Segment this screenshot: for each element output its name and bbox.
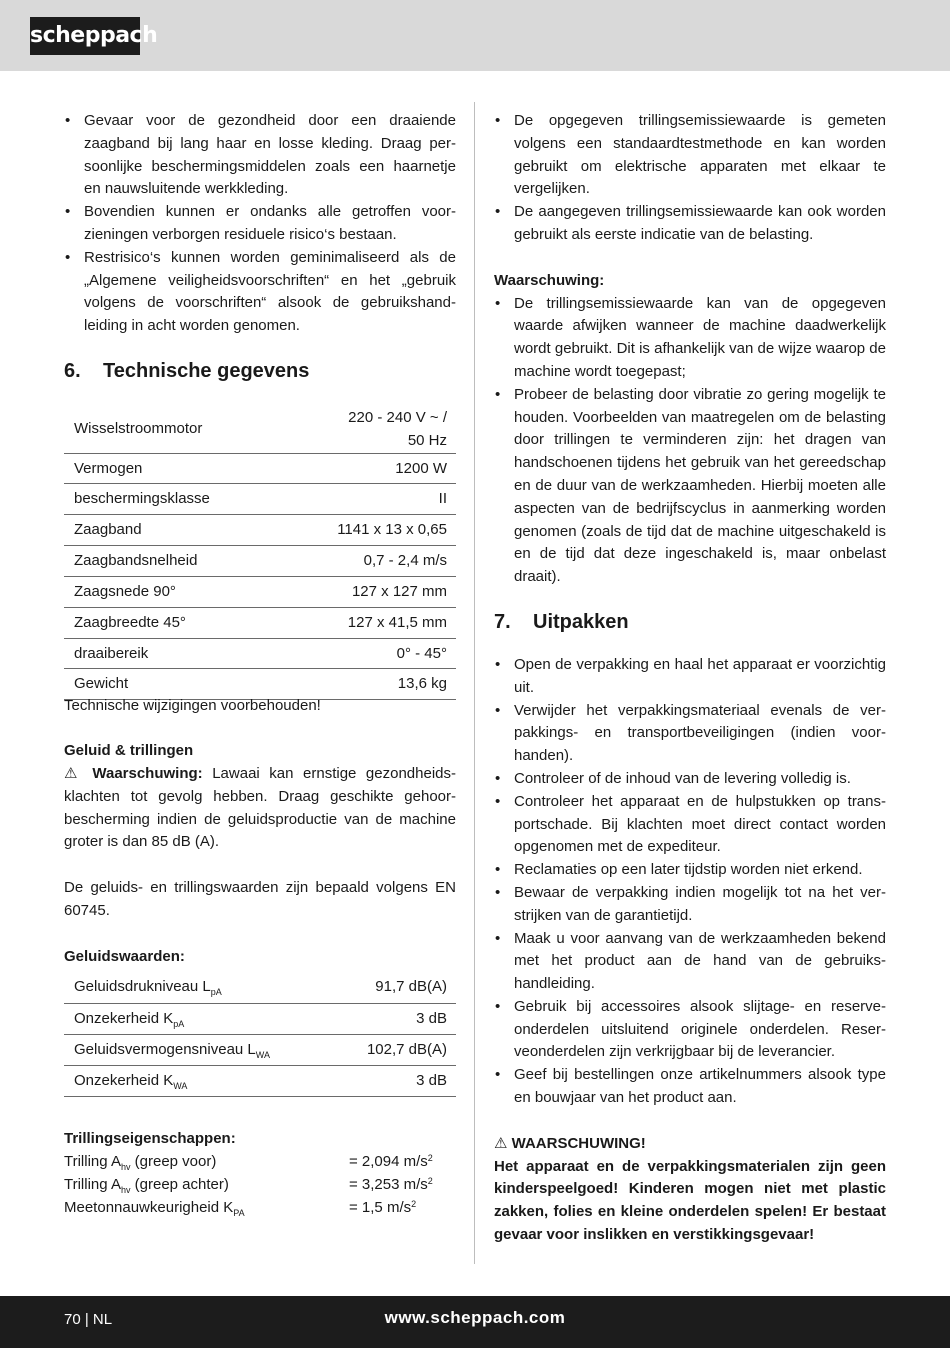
spec-value: 1141 x 13 x 0,65 <box>278 515 456 546</box>
vibration-label: Trilling $A_{hv}$ (greep voor) <box>64 1152 217 1172</box>
table-row <box>64 973 456 1004</box>
table-row <box>64 454 456 484</box>
spec-label: Gewicht <box>64 669 278 700</box>
spec-value: 0,7 - 2,4 m/s <box>278 546 456 577</box>
page-footer <box>0 1296 950 1348</box>
page-number: 70 | NL <box>64 1311 113 1328</box>
spec-label: Zaagbreedte 45° <box>64 608 278 639</box>
table-row <box>64 577 456 608</box>
right-column <box>494 110 886 1247</box>
vibration-row <box>64 1174 456 1197</box>
spec-label: Zaagsnede 90° <box>64 577 278 608</box>
vibration-label: Trilling $A_{hv}$ (greep achter) <box>64 1175 229 1195</box>
noise-value: 91,7 dB(A) <box>332 973 456 1004</box>
noise-label: Onzekerheid $K_{WA}$ <box>64 1066 332 1097</box>
list-item: • Gebruik bij accessoires alsook slijtage- en reserveonderdelen uitsluitend originele onderdelen. Reserveonderdelen zijn verkrijgbaar bij de leverancier. <box>494 996 886 1064</box>
noise-label: Onzekerheid $K_{pA}$ <box>64 1004 332 1035</box>
list-item: • De opgegeven trillingsemissiewaarde is gemeten volgens een standaardtestmethode en kan worden gebruikt om elektrische apparaten met elkaar te vergelijken. <box>494 110 886 201</box>
column-divider <box>474 102 475 1264</box>
final-warning-text: Het apparaat en de verpakkingsmaterialen zijn geen kinderspeelgoed! Kinderen mogen niet met plastic zakken, folies en kleine onderdelen spelen! Er bestaat gevaar voor inslikken en verstikkingsgevaar! <box>494 1157 886 1244</box>
warning-icon: ⚠ <box>64 765 83 783</box>
table-row <box>64 608 456 639</box>
vibration-row <box>64 1197 456 1220</box>
spec-value: 220 - 240 V ~ / 50 Hz <box>278 406 456 454</box>
table-row <box>64 484 456 515</box>
website-link[interactable]: www.scheppach.com <box>384 1308 566 1327</box>
table-row <box>64 1035 456 1066</box>
spec-value: 127 x 127 mm <box>278 577 456 608</box>
list-item: • De trillingsemissiewaarde kan van de opgegeven waarde afwijken wanneer de machine daadwerkelijk wordt gebruikt. Dit is afhankelijk van de wijze waarop de machine wordt toegepast; <box>494 293 886 384</box>
list-item: • Geef bij bestellingen onze artikelnummers alsook type en bouwjaar van het product aan. <box>494 1064 886 1110</box>
noise-label: Geluidsdrukniveau $L_{pA}$ <box>64 973 332 1004</box>
spec-value: 127 x 41,5 mm <box>278 608 456 639</box>
list-item: • Controleer het apparaat en de hulpstukken op transportschade. Bij klachten moet direct contact worden opgenomen met de expediteur. <box>494 791 886 859</box>
spec-label: Vermogen <box>64 454 278 484</box>
safety-bullets <box>64 110 456 338</box>
vibration-heading: Trillingseigenschappen: <box>64 1130 236 1148</box>
spec-value: 13,6 kg <box>278 669 456 700</box>
specs-note: Technische wijzigingen voorbehouden! <box>64 697 321 715</box>
technical-data-table <box>64 406 456 701</box>
spec-label: beschermingsklasse <box>64 484 278 515</box>
page-header <box>0 0 950 71</box>
table-row <box>64 546 456 577</box>
vibration-label: Meetonnauwkeurigheid $K_{PA}$ <box>64 1198 245 1218</box>
spec-value: II <box>278 484 456 515</box>
spec-value: 0° - 45° <box>278 639 456 669</box>
vibration-row <box>64 1151 456 1174</box>
section-title: Uitpakken <box>533 610 629 633</box>
noise-label: Geluidsvermogensniveau $L_{WA}$ <box>64 1035 332 1066</box>
list-item: • Bovendien kunnen er ondanks alle getroffen voorzieningen verborgen residuele risico‘s bestaan. <box>64 201 456 247</box>
spec-label: Wisselstroommotor <box>64 406 278 454</box>
noise-value: 102,7 dB(A) <box>332 1035 456 1066</box>
spec-label: Zaagbandsnelheid <box>64 546 278 577</box>
section-6-heading <box>64 359 456 383</box>
spec-label: Zaagband <box>64 515 278 546</box>
warning-label: Waarschuwing: <box>92 765 203 783</box>
spec-value: 1200 W <box>278 454 456 484</box>
noise-warning <box>64 763 456 854</box>
list-item: • Gevaar voor de gezondheid door een draaiende zaagband bij lang haar en losse kleding. Draag persoonlijke beschermingsmiddelen zoals een haarnetje en nauwsluitende werkkleding. <box>64 110 456 201</box>
vibration-value: = 1,5 $m/s^2$ <box>349 1198 417 1216</box>
section-number: 7. <box>494 610 511 633</box>
vibration-info-bullets <box>494 110 886 247</box>
warning-bullets <box>494 293 886 589</box>
section-title: Technische gegevens <box>103 359 310 382</box>
list-item: • Probeer de belasting door vibratie zo gering mogelijk te houden. Voorbeelden van maatregelen om de belasting door trillingen te verminderen zijn: het dragen van handschoenen tijdens het gebruik van het gereedschap en de duur van de werkzaamheden. Hierbij moeten alle aspecten van de bedrijfscyclus in aanmerking worden genomen (zoals de tijd dat de machine uitgeschakeld is en de tijd dat deze ingeschakeld is, maar onbelast draait). <box>494 384 886 589</box>
noise-value: 3 dB <box>332 1066 456 1097</box>
left-column <box>64 110 456 1219</box>
table-row <box>64 1066 456 1097</box>
noise-value: 3 dB <box>332 1004 456 1035</box>
vibration-value: = 2,094 $m/s^2$ <box>349 1152 433 1170</box>
unpack-bullets <box>494 654 886 1110</box>
list-item: • Open de verpakking en haal het apparaat er voorzichtig uit. <box>494 654 886 700</box>
warning-heading: Waarschuwing: <box>494 271 605 289</box>
scheppach-logo: scheppach <box>30 17 140 55</box>
list-item: • Bewaar de verpakking indien mogelijk tot na het verstrijken van de garantietijd. <box>494 882 886 928</box>
table-row <box>64 1004 456 1035</box>
table-row <box>64 515 456 546</box>
list-item: • Restrisico‘s kunnen worden geminimaliseerd als de „Algemene veiligheidsvoorschriften“ en het „gebruik volgens de voorschriften“ alsook de gebruikshandleiding in acht worden genomen. <box>64 247 456 338</box>
final-warning-heading: ⚠ WAARSCHUWING! <box>494 1134 646 1152</box>
spec-label: draaibereik <box>64 639 278 669</box>
table-row <box>64 406 456 454</box>
list-item: • Maak u voor aanvang van de werkzaamheden bekend met het product aan de hand van de gebruikshandleiding. <box>494 928 886 996</box>
vibration-value: = 3,253 $m/s^2$ <box>349 1175 433 1193</box>
warning-text: Lawaai kan ernstige gezondheidsklachten tot gevolg hebben. Draag geschikte gehoorbescherming indien de geluidsproductie van de machine groter is dan 85 dB (A). <box>64 765 456 851</box>
list-item: • Verwijder het verpakkingsmateriaal evenals de verpakkings- en transportbeveiligingen (indien voorhanden). <box>494 700 886 768</box>
noise-values-table <box>64 973 456 1098</box>
list-item: • Reclamaties op een later tijdstip worden niet erkend. <box>494 859 886 882</box>
noise-values-heading: Geluidswaarden: <box>64 947 185 965</box>
table-row <box>64 639 456 669</box>
section-number: 6. <box>64 359 81 382</box>
list-item: • Controleer of de inhoud van de levering volledig is. <box>494 768 886 791</box>
noise-heading: Geluid & trillingen <box>64 742 194 760</box>
list-item: • De aangegeven trillingsemissiewaarde kan ook worden gebruikt als eerste indicatie van de belasting. <box>494 201 886 247</box>
section-7-heading <box>494 610 886 634</box>
warning-icon: ⚠ <box>494 1134 508 1152</box>
noise-standard-text: De geluids- en trillingswaarden zijn bepaald volgens EN 60745. <box>64 879 456 920</box>
